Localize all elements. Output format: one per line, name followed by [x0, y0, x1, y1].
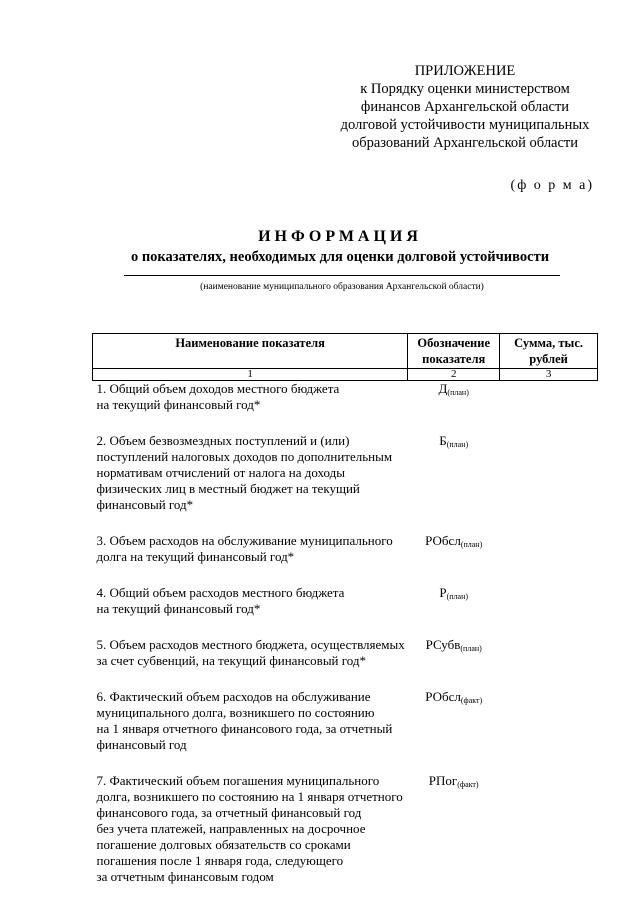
- indicator-name-line: погашение долговых обязательств со сроками: [96, 837, 351, 852]
- indicator-name-line: 5. Объем расходов местного бюджета, осуществляемых: [96, 637, 405, 652]
- row-spacer: [97, 669, 406, 689]
- indicator-name-line: погашения после 1 января года, следующего: [96, 853, 344, 868]
- row-spacer: [97, 413, 406, 433]
- indicator-symbol: [408, 689, 500, 773]
- indicator-symbol-subscript: (план): [447, 388, 469, 397]
- table-row: [93, 637, 598, 689]
- indicator-amount: [500, 381, 598, 434]
- indicator-name-line: на текущий финансовый год*: [96, 397, 261, 412]
- indicator-name: [93, 637, 408, 689]
- indicator-symbol: [408, 637, 500, 689]
- indicator-name-line: долга, возникшего по состоянию на 1 января отчетного: [96, 789, 403, 804]
- indicator-name-line: финансовый год*: [96, 497, 194, 512]
- column-number: 2: [408, 369, 500, 381]
- indicator-amount: [500, 533, 598, 585]
- appendix-line: образований Архангельской области: [351, 135, 579, 151]
- row-spacer: [97, 753, 406, 773]
- indicator-symbol-subscript: (факт): [460, 696, 483, 705]
- header-indicator-symbol: Обозначение показателя: [408, 334, 500, 369]
- indicator-amount: [500, 637, 598, 689]
- indicator-name-line: физических лиц в местный бюджет на текущий: [96, 481, 360, 496]
- appendix-block: [330, 62, 600, 152]
- indicator-name-line: за счет субвенций, на текущий финансовый год*: [96, 653, 367, 668]
- indicator-symbol-main: РОбсл: [425, 689, 461, 704]
- indicator-symbol-main: Б: [439, 433, 447, 448]
- indicator-name-line: нормативам отчислений от налога на доходы: [96, 465, 346, 480]
- indicator-name: [93, 585, 408, 637]
- indicator-amount: [500, 689, 598, 773]
- indicator-name-line: 2. Объем безвозмездных поступлений и (или): [96, 433, 350, 448]
- table-row: [93, 585, 598, 637]
- indicator-symbol-main: РПог: [428, 773, 458, 788]
- appendix-line: долговой устойчивости муниципальных: [340, 117, 590, 133]
- indicator-name-line: 6. Фактический объем расходов на обслуживание: [96, 689, 371, 704]
- indicator-name-line: финансовый год: [96, 737, 187, 752]
- indicator-symbol-main: Р: [439, 585, 447, 600]
- row-spacer: [97, 617, 406, 637]
- indicator-symbol: [408, 433, 500, 533]
- indicator-name: [93, 381, 408, 434]
- column-number: 1: [93, 369, 408, 381]
- indicator-name: [93, 533, 408, 585]
- indicator-symbol: [408, 773, 500, 885]
- indicator-name-line: 4. Общий объем расходов местного бюджета: [96, 585, 345, 600]
- header-amount: Сумма, тыс. рублей: [500, 334, 598, 369]
- indicator-name-line: за отчетным финансовым годом: [96, 869, 274, 884]
- indicator-symbol-subscript: (план): [446, 592, 469, 601]
- table-row: [93, 381, 598, 434]
- indicator-name-line: без учета платежей, направленных на досрочное: [96, 821, 366, 836]
- indicator-amount: [500, 773, 598, 885]
- indicator-symbol-subscript: (факт): [457, 780, 479, 789]
- table-header-row: [93, 334, 598, 369]
- column-number: 3: [500, 369, 598, 381]
- indicator-name-line: 1. Общий объем доходов местного бюджета: [96, 381, 340, 396]
- municipality-name-line: [124, 275, 560, 276]
- appendix-line: к Порядку оценки министерством: [360, 81, 570, 97]
- indicator-symbol: [408, 533, 500, 585]
- table-row: [93, 533, 598, 585]
- indicator-name-line: финансового года, за отчетный финансовый год: [96, 805, 362, 820]
- document-title: ИНФОРМАЦИЯ: [258, 228, 422, 245]
- row-spacer: [97, 513, 406, 533]
- indicator-amount: [500, 433, 598, 533]
- header-indicator-name: Наименование показателя: [93, 334, 408, 369]
- indicator-symbol-subscript: (план): [446, 440, 469, 449]
- table-row: [93, 689, 598, 773]
- indicators-table: [92, 333, 598, 885]
- document-subtitle: о показателях, необходимых для оценки долговой устойчивости: [130, 249, 550, 265]
- indicator-name-line: долга на текущий финансовый год*: [96, 549, 295, 564]
- indicator-name-line: на 1 января отчетного финансового года, за отчетный: [96, 721, 393, 736]
- row-spacer: [97, 565, 406, 585]
- table-row: [93, 433, 598, 533]
- indicator-name-line: 3. Объем расходов на обслуживание муниципального: [96, 533, 393, 548]
- indicator-symbol: [408, 381, 500, 434]
- table-row: [93, 773, 598, 885]
- indicator-symbol-main: Д: [438, 381, 448, 396]
- municipality-name-caption: (наименование муниципального образования Архангельской области): [200, 282, 484, 292]
- form-note: (ф о р м а): [510, 178, 594, 193]
- indicator-name-line: на текущий финансовый год*: [96, 601, 261, 616]
- indicator-symbol-subscript: (план): [460, 540, 483, 549]
- appendix-heading: ПРИЛОЖЕНИЕ: [414, 63, 516, 79]
- indicator-symbol: [408, 585, 500, 637]
- indicator-symbol-main: РОбсл: [425, 533, 461, 548]
- table-number-row: [93, 369, 598, 381]
- indicator-name: [93, 689, 408, 773]
- indicator-symbol-main: РСубв: [425, 637, 461, 652]
- indicator-name-line: поступлений налоговых доходов по дополнительным: [96, 449, 393, 464]
- indicator-name-line: 7. Фактический объем погашения муниципального: [96, 773, 380, 788]
- indicator-name: [93, 433, 408, 533]
- indicator-amount: [500, 585, 598, 637]
- indicator-name-line: муниципального долга, возникшего по состоянию: [96, 705, 375, 720]
- indicator-name: [93, 773, 408, 885]
- indicator-symbol-subscript: (план): [460, 644, 482, 653]
- appendix-line: финансов Архангельской области: [360, 99, 570, 115]
